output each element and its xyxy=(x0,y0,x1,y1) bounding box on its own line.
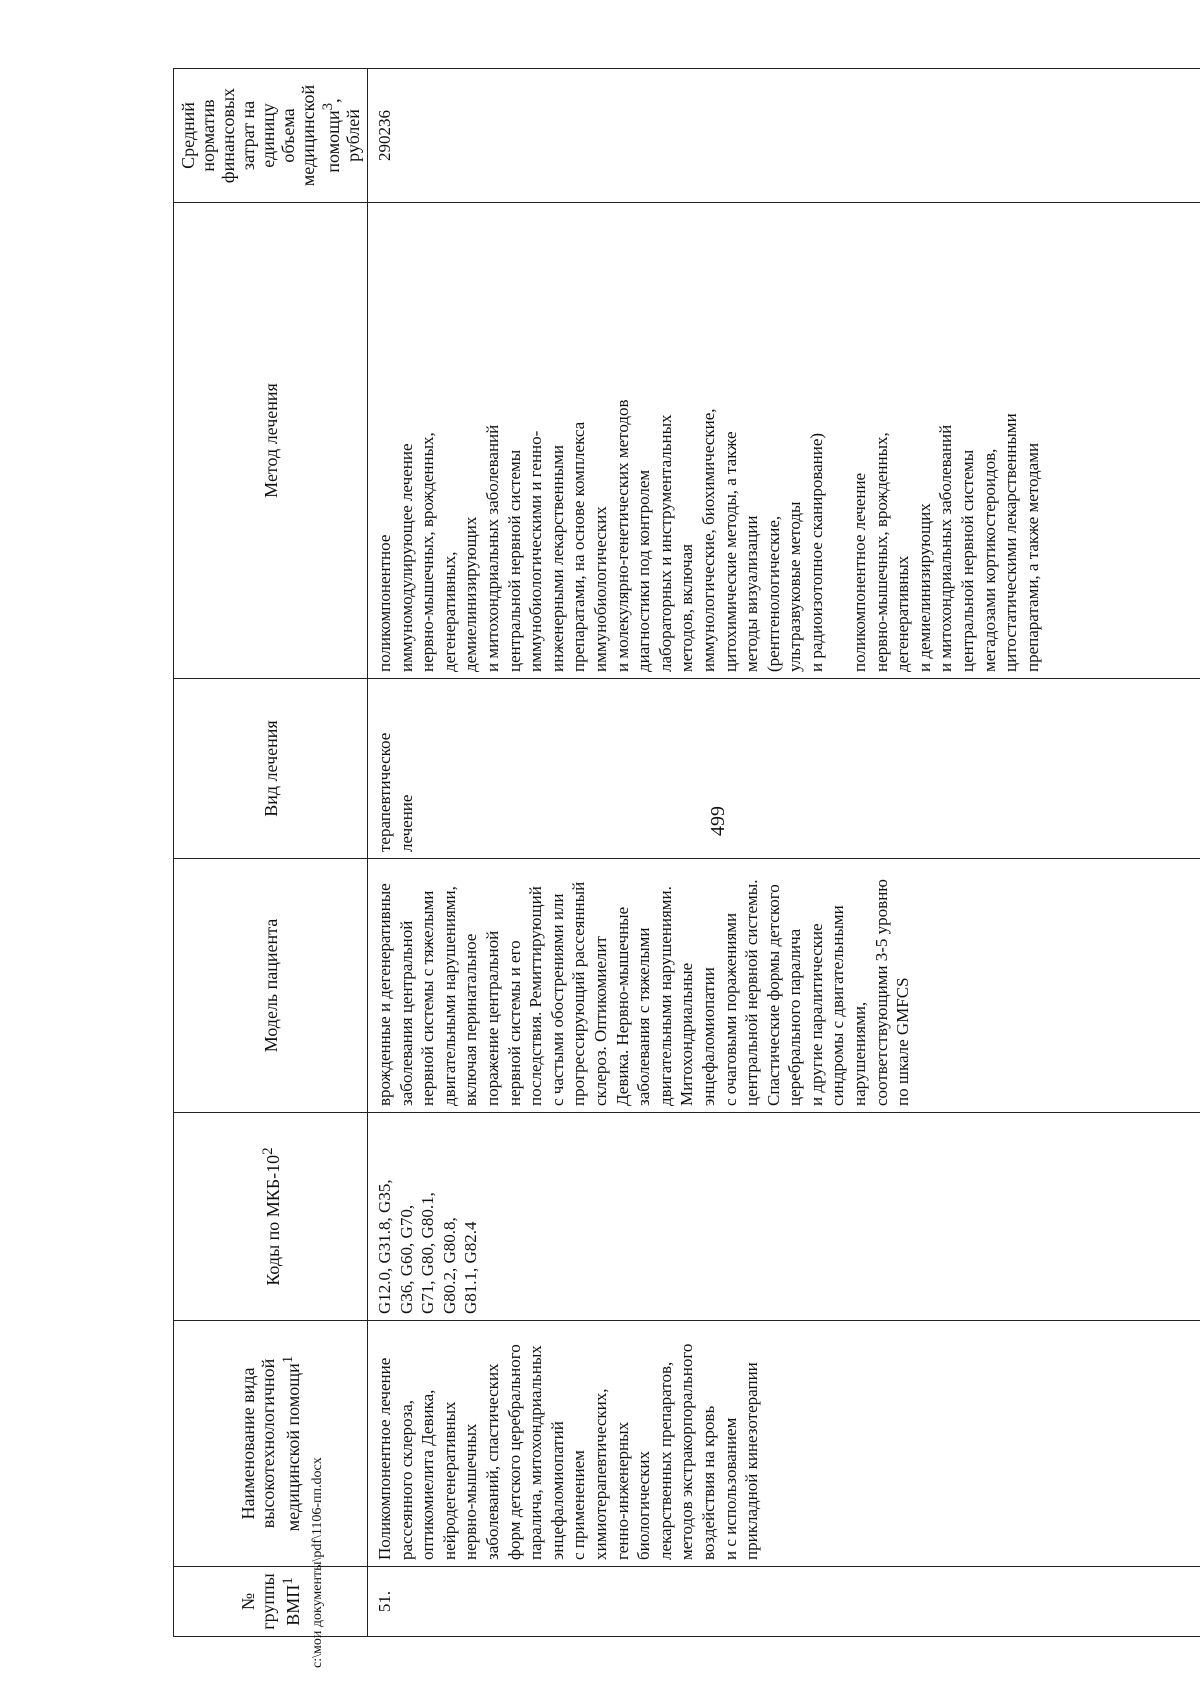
cell-text-line: оптикомиелита Девика, xyxy=(418,1389,438,1560)
cell-text-line: и радиоизотопное сканирование) xyxy=(806,432,826,672)
cell-text-line: склероз. Оптикомиелит xyxy=(590,936,610,1106)
cell-text-line: центральной нервной системы xyxy=(958,449,978,672)
cell-text-line: нервной системы и его xyxy=(504,940,524,1106)
cell-text-line: нарушениями, xyxy=(850,1001,870,1106)
cell-text-line: врожденные и дегенеративные xyxy=(375,883,394,1106)
header-treatment-type: Вид лечения xyxy=(174,679,368,859)
cell-text-line: прикладной кинезотерапии xyxy=(742,1362,762,1560)
cell-text-line: по шкале GMFCS xyxy=(893,977,913,1106)
method-block-2 xyxy=(849,209,1043,672)
cell-text-line: иммуномодулирующее лечение xyxy=(396,443,416,672)
table-header-row xyxy=(174,69,368,1637)
cell-text-line: заболеваний, спастических xyxy=(482,1363,502,1560)
cell-text-line: заболевания с тяжелыми xyxy=(634,927,654,1106)
cell-text-line: диагностики под контролем xyxy=(634,469,654,672)
cell-text-line: лечение xyxy=(396,794,416,852)
cell-text-line: цитостатическими лекарственными xyxy=(1001,413,1021,672)
cell-text-line: центральной нервной системы. xyxy=(742,879,762,1106)
cell-text-line: лекарственных препаратов, xyxy=(655,1361,675,1560)
header-average-cost-text: Средний норматив финансовых затрат на единицу объема медицинской помощи xyxy=(178,84,343,187)
footnote-mark: 2 xyxy=(260,1147,276,1155)
cell-text-line: (рентгенологические, xyxy=(763,515,783,672)
page-number: 499 xyxy=(707,806,729,836)
cell-text-line: поликомпонентное лечение xyxy=(850,472,870,672)
cell-text-line: энцефаломиопатии xyxy=(698,967,718,1106)
cell-text-line: методы визуализации xyxy=(742,515,762,672)
cell-text-line: нервной системы с тяжелыми xyxy=(418,890,438,1106)
footnote-mark: 3 xyxy=(320,102,336,111)
vmp-table xyxy=(173,68,1200,1637)
header-group-number-text: № группы ВМП xyxy=(238,1573,303,1630)
header-group-number xyxy=(174,1567,368,1637)
method-gap xyxy=(827,209,849,672)
cell-text-line: рассеянного склероза, xyxy=(396,1399,416,1560)
cell-text-line: G12.0, G31.8, G35, xyxy=(375,1179,394,1314)
cell-care-type-name xyxy=(368,1321,1200,1567)
rotated-table-wrapper xyxy=(173,69,1200,1637)
header-icd-codes xyxy=(174,1113,368,1321)
cell-text-line: терапевтическое xyxy=(375,732,394,852)
cell-text-line: и митохондриальных заболеваний xyxy=(482,424,502,672)
cell-patient-model xyxy=(368,859,1200,1113)
footer-file-path: c:\мои документы\pdf\1106-пп.docx xyxy=(310,1457,325,1668)
header-average-cost xyxy=(174,69,368,203)
header-care-type-name-text: Наименование вида высокотехнологичной медицинской помощи xyxy=(238,1358,303,1532)
cell-text-line: последствия. Ремиттирующий xyxy=(526,886,546,1106)
cell-text-line: G36, G60, G70, xyxy=(396,1204,416,1314)
header-average-cost-unit: , рублей xyxy=(323,98,363,162)
cell-text-line: центральной нервной системы xyxy=(504,449,524,672)
cell-text-line: форм детского церебрального xyxy=(504,1344,524,1560)
cell-text-line: мегадозами кортикостероидов, xyxy=(979,448,999,672)
cell-text-line: нейродегенеративных xyxy=(439,1401,459,1560)
cell-text-line: и демиелинизирующих xyxy=(914,503,934,672)
cell-treatment-method xyxy=(368,203,1200,679)
cell-text-line: иммунологические, биохимические, xyxy=(698,408,718,672)
cell-text-line: и митохондриальных заболеваний xyxy=(936,424,956,672)
cell-text-line: и с использованием xyxy=(720,1417,740,1560)
cell-text-line: Девика. Нервно-мышечные xyxy=(612,906,632,1106)
cell-text-line: ультразвуковые методы xyxy=(785,501,805,672)
cell-text-line: иммунобиологических xyxy=(590,506,610,672)
cell-text-line: препаратами, на основе комплекса xyxy=(569,421,589,672)
cell-text-line: нервно-мышечных xyxy=(461,1423,481,1560)
cell-text-line: G71, G80, G80.1, xyxy=(418,1192,438,1314)
header-care-type-name xyxy=(174,1321,368,1567)
cell-text-line: G80.2, G80.8, xyxy=(439,1217,459,1314)
cell-text-line: инженерными лекарственными xyxy=(547,444,567,672)
cell-text-line: Митохондриальные xyxy=(677,962,697,1106)
cell-text-line: препаратами, а также методами xyxy=(1022,442,1042,672)
footnote-mark: 1 xyxy=(280,1577,296,1585)
cell-text-line: генно-инженерных xyxy=(612,1421,632,1560)
cell-text-line: прогрессирующий рассеянный xyxy=(569,881,589,1106)
table-row xyxy=(368,69,1200,1637)
cell-text-line: заболевания центральной xyxy=(396,920,416,1106)
cell-text-line: методов экстракорпорального xyxy=(677,1343,697,1560)
cell-text-line: соответствующими 3-5 уровню xyxy=(871,878,891,1106)
cell-text-line: и молекулярно-генетических методов xyxy=(612,399,632,672)
cell-text-line: дегенеративных, xyxy=(439,551,459,672)
cell-text-line: поражение центральной xyxy=(482,930,502,1106)
cell-text-line: церебрального паралича xyxy=(785,928,805,1106)
cell-text-line: двигательными нарушениями, xyxy=(439,886,459,1106)
cell-text-line: включая перинатальное xyxy=(461,933,481,1106)
cell-text-line: цитохимические методы, а также xyxy=(720,431,740,672)
cell-text-line: двигательными нарушениями. xyxy=(655,886,675,1106)
cell-text-line: демиелинизирующих xyxy=(461,516,481,672)
cell-text-line: иммунобиологическими и генно- xyxy=(526,430,546,672)
cell-text-line: методов, включая xyxy=(677,544,697,672)
cell-text-line: нервно-мышечных, врожденных, xyxy=(871,432,891,672)
cell-text-line: нервно-мышечных, врожденных, xyxy=(418,432,438,672)
cell-text-line: Спастические формы детского xyxy=(763,884,783,1106)
cell-text-line: синдромы с двигательными xyxy=(828,905,848,1106)
header-patient-model: Модель пациента xyxy=(174,859,368,1113)
cell-text-line: G81.1, G82.4 xyxy=(461,1221,481,1314)
cell-text-line: паралича, митохондриальных xyxy=(526,1345,546,1560)
cell-text-line: с частыми обострениями или xyxy=(547,893,567,1106)
header-icd-codes-text: Коды по МКБ-10 xyxy=(263,1154,283,1286)
cell-text-line: с очаговыми поражениями xyxy=(720,912,740,1106)
cell-text-line: с применением xyxy=(569,1450,589,1560)
cell-text-line: дегенеративных xyxy=(893,555,913,672)
cell-text-line: поликомпонентное xyxy=(375,534,394,672)
cell-treatment-type xyxy=(368,679,1200,859)
cell-text-line: энцефаломиопатий xyxy=(547,1421,567,1560)
cell-text-line: Поликомпонентное лечение xyxy=(375,1357,394,1560)
footnote-mark: 1 xyxy=(280,1355,296,1364)
method-block-1 xyxy=(374,209,827,672)
cell-text-line: воздействия на кровь xyxy=(698,1405,718,1560)
cell-text-line: лабораторных и инструментальных xyxy=(655,414,675,672)
cell-text-line: химиотерапевтических, xyxy=(590,1388,610,1560)
cell-group-number: 51. xyxy=(368,1567,1200,1637)
cell-text-line: и другие паралитические xyxy=(806,923,826,1106)
cell-text-line: биологических xyxy=(634,1451,654,1560)
cell-average-cost: 290236 xyxy=(368,69,1200,203)
cell-icd-codes xyxy=(368,1113,1200,1321)
header-treatment-method: Метод лечения xyxy=(174,203,368,679)
